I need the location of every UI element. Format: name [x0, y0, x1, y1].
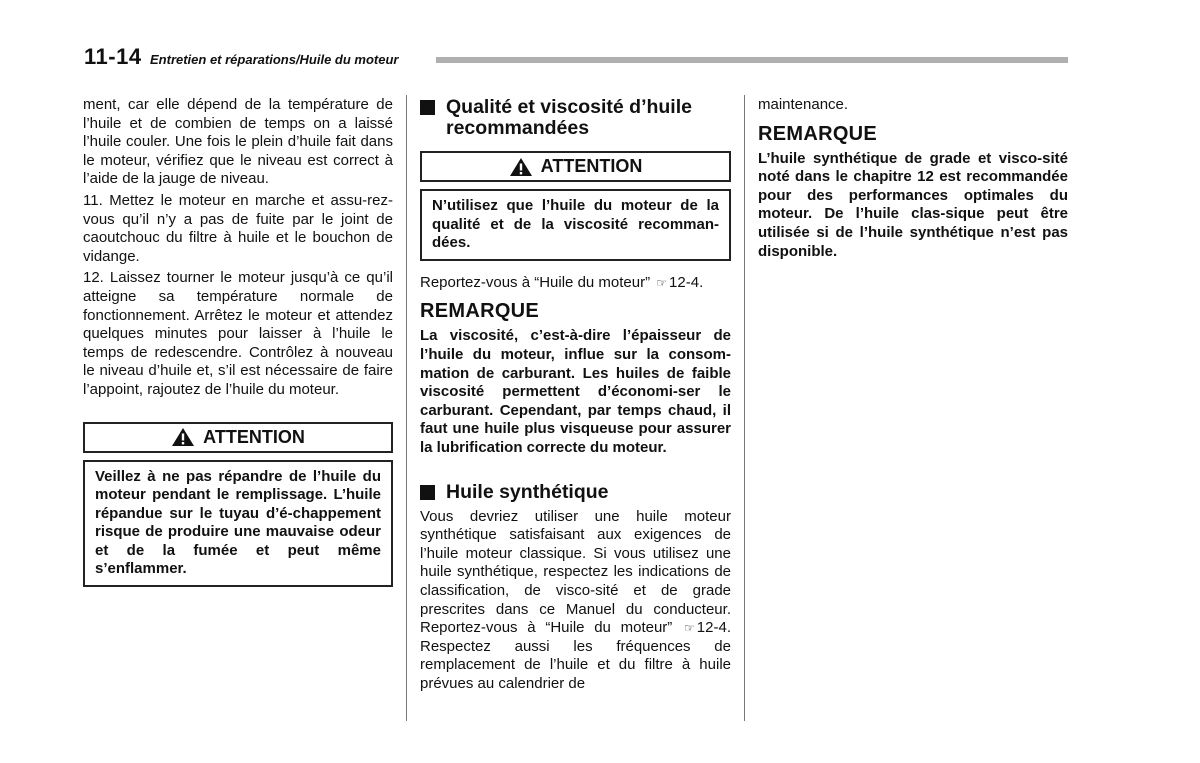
synthetic-text-b: 12-4. Respectez aussi les fréquences de remplacement de l’huile et du filtre à huile prévues au calendrier de — [420, 619, 731, 692]
column-left — [83, 96, 393, 587]
paragraph: maintenance. — [758, 96, 849, 113]
column-divider-right — [744, 95, 745, 721]
page-header — [84, 44, 1068, 68]
warning-header — [83, 422, 393, 453]
section-square-icon — [420, 100, 435, 115]
remark-text: L’huile synthétique de grade et visco-sité noté dans le chapitre 12 est recommandée pour des performances optimales du moteur. De l’huile clas-sique peut être utilisée si de l’huile synthétique n’est pas disponible. — [758, 149, 1068, 260]
reference-page: 12-4. — [669, 273, 704, 291]
synthetic-paragraph — [420, 508, 731, 694]
section-title-text: Huile synthétique — [446, 480, 609, 503]
header-rule — [436, 57, 1068, 63]
warning-triangle-icon — [171, 427, 195, 447]
page-number: 11-14 — [84, 44, 142, 69]
step-12: 12. Laissez tourner le moteur jusqu’à ce qu’il atteigne sa température normale de fonctionnement. Arrêtez le moteur et attendez quelques minutes pour laisser à l’huile le temps de redescendre. Contrôlez à nouveau le niveau d’huile et, s’il est nécessaire de faire l’appoint, rajoutez de l’huile du moteur. — [83, 269, 393, 398]
warning-box — [83, 422, 393, 588]
column-divider-left — [406, 95, 407, 721]
remark-title: REMARQUE — [758, 122, 878, 145]
warning-text: Veillez à ne pas répandre de l’huile du moteur pendant le remplissage. L’huile répandue sur le tuyau d’é-chappement risque de produire une mauvaise odeur et de la fumée et peut même s’enflammer. — [83, 460, 393, 588]
column-right — [758, 96, 1068, 261]
warning-box — [420, 151, 731, 261]
column-middle — [420, 97, 731, 696]
warning-text: N’utilisez que l’huile du moteur de la qualité et de la viscosité recomman-dées. — [420, 189, 731, 261]
warning-header — [420, 151, 731, 182]
section-title-text: Qualité et viscosité d’huile recommandées — [446, 96, 692, 139]
paragraph: ment, car elle dépend de la température de l’huile et de combien de temps on a laissé l’huile couler. Une fois le plein d’huile fait dans le moteur, vérifiez que le niveau est correct à l’aide de la jauge de niveau. — [83, 96, 393, 188]
reference-pointer-icon: ☞ — [656, 275, 668, 290]
remark-text: La viscosité, c’est-à-dire l’épaisseur de l’huile du moteur, influe sur la consom-mation de carburant. Les huiles de faible viscosité permettent d’économi-ser le carburant. Cependant, par temps chaud, il faut une huile plus visqueuse pour assurer la lubrification correcte du moteur. — [420, 327, 731, 456]
remark-title: REMARQUE — [420, 300, 540, 323]
step-11: 11. Mettez le moteur en marche et assu-rez-vous qu’il n’y a pas de fuite par le joint de caoutchouc du filtre à huile et le bouchon de vidange. — [83, 191, 393, 265]
warning-title: ATTENTION — [540, 156, 643, 176]
synthetic-text-a: Vous devriez utiliser une huile moteur synthétique satisfaisant aux exigences de l’huile moteur classique. Si vous utilisez une huile synthétique, respectez les indications de classification, de visco-sité et de grade prescrites dans ce Manuel du conducteur. Reportez-vous à “Huile du moteur” — [420, 507, 731, 637]
header-title: Entretien et réparations/Huile du moteur — [150, 52, 399, 67]
reference-text: Reportez-vous à “Huile du moteur” — [420, 273, 651, 291]
warning-triangle-icon — [509, 157, 533, 177]
reference-pointer-icon: ☞ — [684, 621, 695, 636]
section-square-icon — [420, 485, 435, 500]
section-title-quality — [420, 97, 731, 139]
warning-title: ATTENTION — [203, 426, 305, 447]
reference-line — [420, 274, 731, 293]
section-title-synthetic — [420, 482, 731, 503]
